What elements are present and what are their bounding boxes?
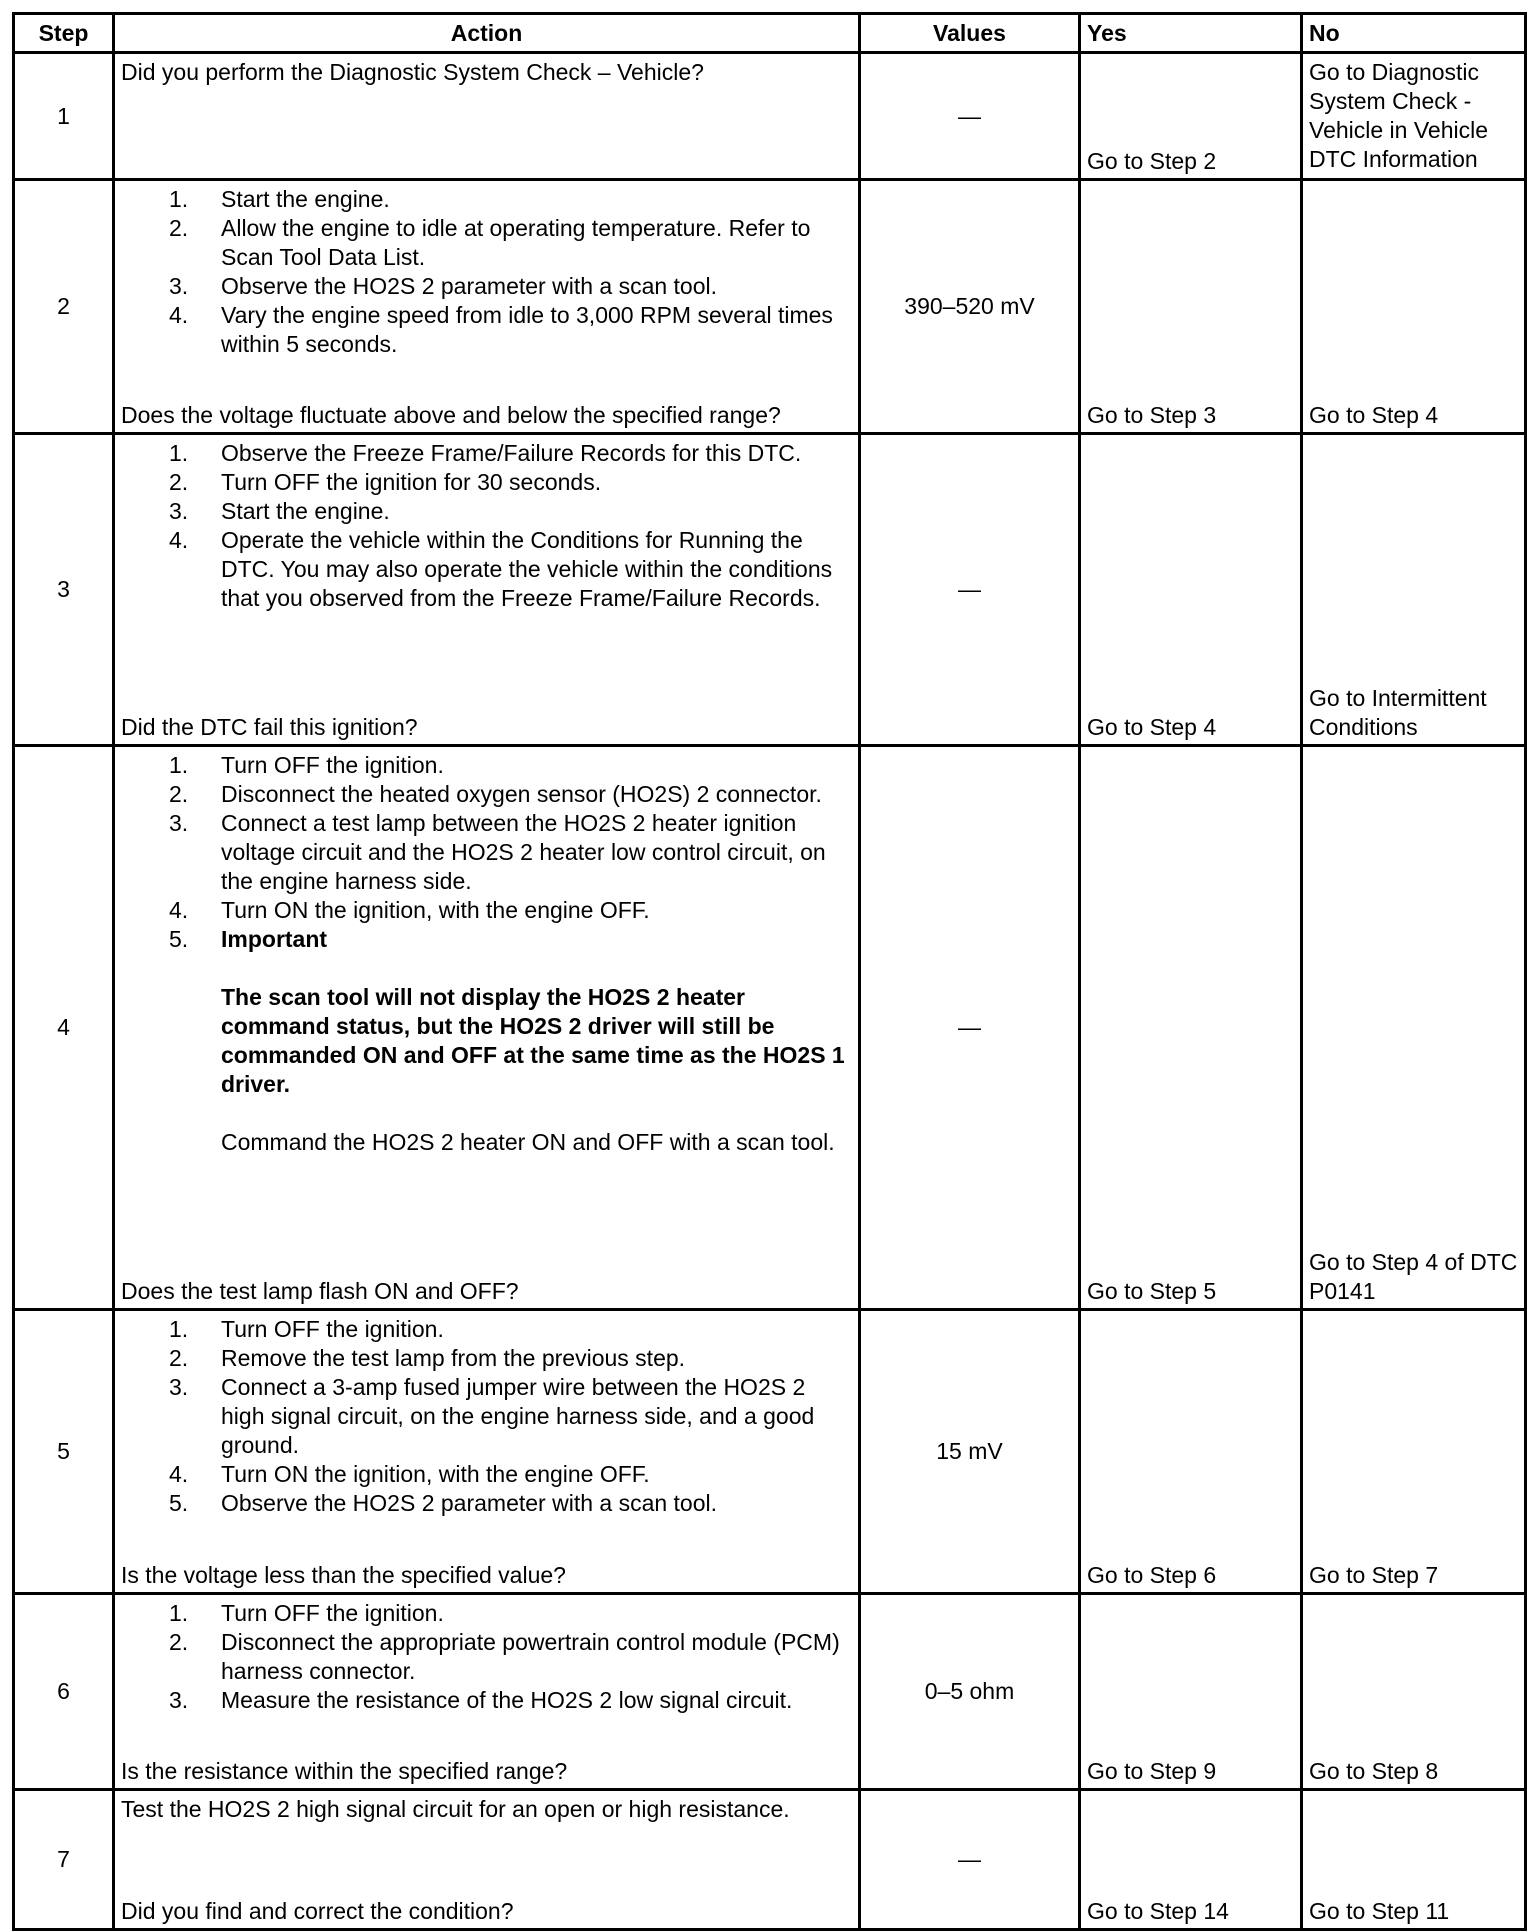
step-number: 6 <box>14 1594 114 1790</box>
action-step: 1. Turn OFF the ignition. <box>169 1600 444 1626</box>
action-followup: Command the HO2S 2 heater ON and OFF with a scan tool. <box>221 1129 835 1155</box>
yes-text: Go to Step 9 <box>1087 1758 1217 1784</box>
action-question: Is the voltage less than the specified value? <box>121 1562 566 1588</box>
header-step: Step <box>14 14 114 53</box>
action-step: 1. Start the engine. <box>169 186 390 212</box>
action-steps <box>121 439 852 613</box>
no-cell <box>1302 1310 1526 1594</box>
action-step: 2. Allow the engine to idle at operating temperature. Refer to Scan Tool Data List. <box>169 215 811 270</box>
action-step: 4. Turn ON the ignition, with the engine OFF. <box>169 897 650 923</box>
yes-text: Go to Step 3 <box>1087 402 1217 428</box>
header-yes: Yes <box>1080 14 1302 53</box>
action-steps <box>121 1599 852 1715</box>
step-number: 2 <box>14 180 114 434</box>
action-step: 2. Remove the test lamp from the previous step. <box>169 1345 686 1371</box>
yes-cell <box>1080 1790 1302 1930</box>
value-cell: — <box>860 434 1080 746</box>
action-text: Test the HO2S 2 high signal circuit for an open or high resistance. <box>121 1796 790 1822</box>
action-step: 1. Observe the Freeze Frame/Failure Records for this DTC. <box>169 440 802 466</box>
value-cell: 15 mV <box>860 1310 1080 1594</box>
step-number: 4 <box>14 746 114 1310</box>
yes-cell <box>1080 1310 1302 1594</box>
yes-cell <box>1080 53 1302 180</box>
yes-cell <box>1080 434 1302 746</box>
action-cell <box>114 1790 860 1930</box>
action-step: 4. Operate the vehicle within the Conditions for Running the DTC. You may also operate the vehicle within the conditions that you observed from the Freeze Frame/Failure Records. <box>169 527 833 611</box>
action-cell <box>114 434 860 746</box>
no-text: Go to Diagnostic System Check - Vehicle in Vehicle DTC Information <box>1309 59 1489 172</box>
no-cell <box>1302 1594 1526 1790</box>
yes-cell <box>1080 180 1302 434</box>
action-steps <box>121 1315 852 1518</box>
action-cell <box>114 1594 860 1790</box>
no-text: Go to Intermittent Conditions <box>1309 685 1487 740</box>
no-cell <box>1302 434 1526 746</box>
yes-text: Go to Step 2 <box>1087 148 1217 174</box>
important-note: The scan tool will not display the HO2S 2 heater command status, but the HO2S 2 driver will still be commanded ON and OFF at the same time as the HO2S 1 driver. <box>221 984 845 1097</box>
action-step: 4. Turn ON the ignition, with the engine OFF. <box>169 1461 650 1487</box>
table-row <box>14 1310 1526 1594</box>
step-number: 5 <box>14 1310 114 1594</box>
action-step: 4. Vary the engine speed from idle to 3,000 RPM several times within 5 seconds. <box>169 302 833 357</box>
no-cell <box>1302 746 1526 1310</box>
table-row <box>14 434 1526 746</box>
yes-cell <box>1080 1594 1302 1790</box>
action-step: 5. Important <box>169 926 328 952</box>
no-text: Go to Step 4 of DTC P0141 <box>1309 1249 1518 1304</box>
header-action: Action <box>114 14 860 53</box>
step-number: 1 <box>14 53 114 180</box>
action-cell <box>114 1310 860 1594</box>
yes-text: Go to Step 5 <box>1087 1278 1217 1304</box>
action-step: 3. Connect a test lamp between the HO2S 2 heater ignition voltage circuit and the HO2S 2 heater low control circuit, on the engine harness side. <box>169 810 826 894</box>
action-step: 5. Observe the HO2S 2 parameter with a scan tool. <box>169 1490 718 1516</box>
action-step: 2. Disconnect the heated oxygen sensor (HO2S) 2 connector. <box>169 781 822 807</box>
header-row <box>14 14 1526 53</box>
action-question: Does the test lamp flash ON and OFF? <box>121 1278 519 1304</box>
header-values: Values <box>860 14 1080 53</box>
action-text: Did you perform the Diagnostic System Check – Vehicle? <box>121 59 704 85</box>
action-steps <box>121 751 852 954</box>
value-cell: 390–520 mV <box>860 180 1080 434</box>
value-cell: — <box>860 53 1080 180</box>
step-number: 7 <box>14 1790 114 1930</box>
action-step: 3. Start the engine. <box>169 498 390 524</box>
important-label: Important <box>221 926 328 952</box>
header-no: No <box>1302 14 1526 53</box>
table-row <box>14 1790 1526 1930</box>
value-cell: — <box>860 1790 1080 1930</box>
value-cell: 0–5 ohm <box>860 1594 1080 1790</box>
no-cell <box>1302 180 1526 434</box>
action-question: Did you find and correct the condition? <box>121 1898 514 1924</box>
action-steps <box>121 185 852 359</box>
action-step: 1. Turn OFF the ignition. <box>169 752 444 778</box>
action-step: 3. Observe the HO2S 2 parameter with a scan tool. <box>169 273 718 299</box>
table-row <box>14 1594 1526 1790</box>
step-number: 3 <box>14 434 114 746</box>
no-text: Go to Step 7 <box>1309 1562 1439 1588</box>
table-row <box>14 180 1526 434</box>
yes-cell <box>1080 746 1302 1310</box>
action-question: Did the DTC fail this ignition? <box>121 714 418 740</box>
action-cell <box>114 53 860 180</box>
no-cell <box>1302 53 1526 180</box>
yes-text: Go to Step 4 <box>1087 714 1217 740</box>
yes-text: Go to Step 6 <box>1087 1562 1217 1588</box>
action-cell <box>114 180 860 434</box>
table-row <box>14 746 1526 1310</box>
action-step: 3. Connect a 3-amp fused jumper wire between the HO2S 2 high signal circuit, on the engine harness side, and a good ground. <box>169 1374 815 1458</box>
no-cell <box>1302 1790 1526 1930</box>
action-step: 2. Disconnect the appropriate powertrain control module (PCM) harness connector. <box>169 1629 840 1684</box>
action-question: Is the resistance within the specified range? <box>121 1758 568 1784</box>
diagnostic-table <box>12 12 1527 1931</box>
action-question: Does the voltage fluctuate above and below the specified range? <box>121 402 781 428</box>
table-row <box>14 53 1526 180</box>
no-text: Go to Step 11 <box>1309 1898 1450 1924</box>
yes-text: Go to Step 14 <box>1087 1898 1229 1924</box>
no-text: Go to Step 4 <box>1309 402 1439 428</box>
action-step: 3. Measure the resistance of the HO2S 2 low signal circuit. <box>169 1687 793 1713</box>
action-step: 2. Turn OFF the ignition for 30 seconds. <box>169 469 602 495</box>
action-step: 1. Turn OFF the ignition. <box>169 1316 444 1342</box>
action-cell <box>114 746 860 1310</box>
no-text: Go to Step 8 <box>1309 1758 1439 1784</box>
value-cell: — <box>860 746 1080 1310</box>
